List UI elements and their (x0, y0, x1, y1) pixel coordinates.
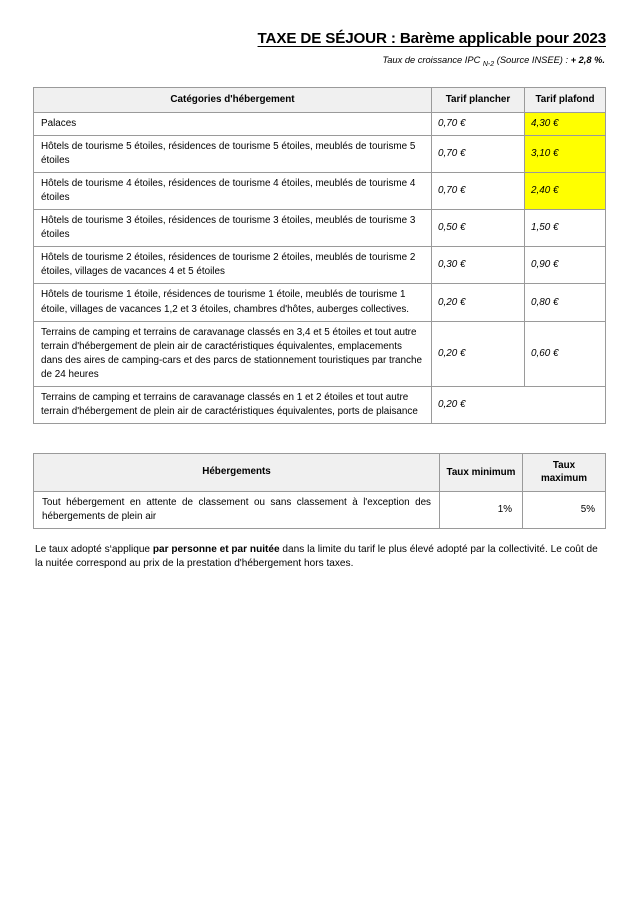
table-row (34, 135, 606, 172)
cell-taux-minimum: 1% (440, 491, 523, 528)
header-categorie: Catégories d'hébergement (34, 87, 432, 112)
subtitle-growth-rate: + 2,8 %. (570, 55, 605, 65)
table-row (34, 247, 606, 284)
cell-categorie: Palaces (34, 112, 432, 135)
cell-tarif-plancher: 0,20 € (432, 284, 525, 321)
cell-tarif-merged: 0,20 € (432, 386, 606, 423)
cell-tarif-plancher: 0,70 € (432, 173, 525, 210)
header-taux-maximum: Taux maximum (523, 453, 606, 491)
cell-tarif-plafond: 2,40 € (525, 173, 606, 210)
header-tarif-plafond: Tarif plafond (525, 87, 606, 112)
table-row-merged (34, 386, 606, 423)
subtitle-subscript: N-2 (482, 60, 495, 68)
cell-tarif-plafond: 0,90 € (525, 247, 606, 284)
footer-note (0, 543, 634, 572)
document-subtitle (0, 55, 606, 68)
table-row (34, 491, 606, 528)
header-tarif-plancher: Tarif plancher (432, 87, 525, 112)
table-row (34, 321, 606, 386)
note-part-1: Le taux adopté s‘applique (35, 543, 153, 555)
taux-table (33, 453, 606, 529)
table-row (34, 173, 606, 210)
note-part-2: dans la limite du tarif le plus élevé adopté par la collectivité. Le coût de la nuitée correspond au prix de la prestation d'hébergement hors taxes. (35, 543, 598, 570)
cell-tarif-plancher: 0,30 € (432, 247, 525, 284)
taux-table-body (34, 491, 606, 528)
note-emphasis: par personne et par nuitée (152, 543, 280, 555)
cell-tarif-plafond: 3,10 € (525, 135, 606, 172)
table-header-row (34, 453, 606, 491)
cell-tarif-plafond: 0,80 € (525, 284, 606, 321)
page-title: TAXE DE SÉJOUR : Barème applicable pour 2023 (257, 30, 606, 47)
subtitle-middle: (Source INSEE) : (494, 55, 571, 65)
taux-table-wrapper (0, 453, 634, 529)
cell-tarif-plancher: 0,50 € (432, 210, 525, 247)
cell-tarif-plafond: 4,30 € (525, 112, 606, 135)
cell-tarif-plancher: 0,70 € (432, 112, 525, 135)
cell-categorie: Hôtels de tourisme 2 étoiles, résidences de tourisme 2 étoiles, meublés de tourisme 2 étoiles, villages de vacances 4 et 5 étoiles (34, 247, 432, 284)
table-row (34, 112, 606, 135)
cell-categorie: Hôtels de tourisme 4 étoiles, résidences de tourisme 4 étoiles, meublés de tourisme 4 étoiles (34, 173, 432, 210)
cell-taux-maximum: 5% (523, 491, 606, 528)
table-row (34, 284, 606, 321)
cell-categorie: Hôtels de tourisme 5 étoiles, résidences de tourisme 5 étoiles, meublés de tourisme 5 étoiles (34, 135, 432, 172)
table-header-row (34, 87, 606, 112)
table-spacer (0, 424, 634, 453)
tarifs-table-body (34, 112, 606, 423)
header-taux-minimum: Taux minimum (440, 453, 523, 491)
table-row (34, 210, 606, 247)
cell-categorie: Terrains de camping et terrains de caravanage classés en 1 et 2 étoiles et tout autre terrain d'hébergement de plein air de caractéristiques équivalentes, ports de plaisance (34, 386, 432, 423)
taux-table-header (34, 453, 606, 491)
cell-categorie: Hôtels de tourisme 3 étoiles, résidences de tourisme 3 étoiles, meublés de tourisme 3 étoiles (34, 210, 432, 247)
tarifs-table-wrapper (0, 87, 634, 424)
cell-tarif-plafond: 1,50 € (525, 210, 606, 247)
cell-tarif-plafond: 0,60 € (525, 321, 606, 386)
cell-categorie: Hôtels de tourisme 1 étoile, résidences de tourisme 1 étoile, meublés de tourisme 1 étoile, villages de vacances 1,2 et 3 étoiles, chambres d'hôtes, auberges collectives. (34, 284, 432, 321)
tarifs-table-header (34, 87, 606, 112)
tarifs-table (33, 87, 606, 424)
cell-categorie: Terrains de camping et terrains de caravanage classés en 3,4 et 5 étoiles et tout autre terrain d'hébergement de plein air de caractéristiques équivalentes, emplacements dans des aires de camping-cars et des parcs de stationnement touristiques par tranche de 24 heures (34, 321, 432, 386)
title-block (0, 0, 634, 68)
subtitle-prefix: Taux de croissance IPC (382, 55, 483, 65)
cell-hebergement: Tout hébergement en attente de classement ou sans classement à l'exception des hébergements de plein air (34, 491, 440, 528)
cell-tarif-plancher: 0,20 € (432, 321, 525, 386)
cell-tarif-plancher: 0,70 € (432, 135, 525, 172)
header-hebergements: Hébergements (34, 453, 440, 491)
